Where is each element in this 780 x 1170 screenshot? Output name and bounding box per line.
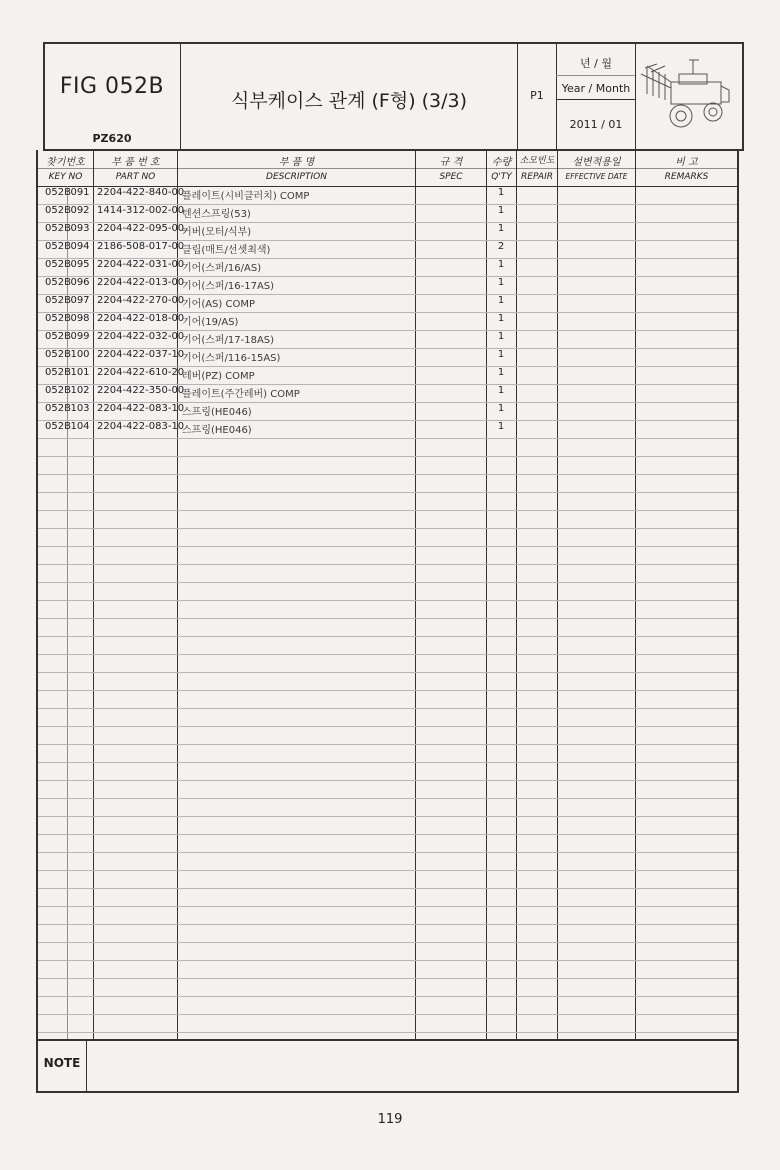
table-bottom-border [36,1039,739,1041]
part-number-cell: 2204-422-032-00 [97,331,185,342]
row-rule [38,744,737,745]
row-rule [38,996,737,997]
part-number-cell: 2204-422-083-10 [97,421,185,432]
row-rule [38,564,737,565]
sequence-number-cell: 091 [70,187,90,198]
table-row [0,420,780,438]
figure-number: FIG 052B [59,74,165,99]
key-number-cell: 052B [45,421,71,432]
sequence-number-cell: 096 [70,277,90,288]
quantity-cell: 2 [497,241,505,252]
column-header-mid-line [37,168,737,169]
description-cell: 플레이트(시비클러치) COMP [182,191,310,202]
row-rule [38,924,737,925]
row-rule [38,492,737,493]
row-rule [38,528,737,529]
part-number-cell: 2204-422-270-00 [97,295,185,306]
table-row [0,402,780,420]
row-rule [38,816,737,817]
col-header-desc-kr: 부 품 명 [278,157,315,168]
header-divider [635,42,636,150]
key-number-cell: 052B [45,313,71,324]
row-rule [38,762,737,763]
key-number-cell: 052B [45,367,71,378]
row-rule [38,870,737,871]
sequence-number-cell: 099 [70,331,90,342]
row-rule [38,456,737,457]
table-row [0,366,780,384]
row-rule [38,852,737,853]
table-row [0,204,780,222]
sequence-number-cell: 094 [70,241,90,252]
col-header-part-kr: 부 품 번 호 [111,157,160,168]
page-title: 식부케이스 관계 (F형) (3/3) [230,90,468,112]
model-name: PZ620 [92,132,132,145]
row-rule [38,1032,737,1033]
row-rule [38,636,737,637]
row-rule [38,834,737,835]
col-header-repair-en: REPAIR [521,172,553,182]
description-cell: 기어(스퍼/16/AS) [182,263,262,274]
description-cell: 기어(스퍼/16-17AS) [182,281,275,292]
note-box-bottom [36,1091,739,1093]
quantity-cell: 1 [497,403,505,414]
part-number-cell: 2204-422-350-00 [97,385,185,396]
ym-divider [556,99,635,100]
table-row [0,240,780,258]
table-row [0,312,780,330]
description-cell: 기어(스퍼/17-18AS) [182,335,275,346]
description-cell: 기어(AS) COMP [182,299,256,310]
row-rule [38,780,737,781]
sequence-number-cell: 097 [70,295,90,306]
year-month-value: 2011 / 01 [569,118,623,131]
row-rule [38,546,737,547]
table-row [0,186,780,204]
row-rule [38,474,737,475]
quantity-cell: 1 [497,313,505,324]
part-number-cell: 2186-508-017-00 [97,241,185,252]
header-top-border [43,42,744,44]
row-rule [38,618,737,619]
row-rule [38,906,737,907]
sequence-number-cell: 104 [70,421,90,432]
col-header-effective-en: EFFECTIVE DATE [565,172,628,181]
table-row [0,348,780,366]
part-number-cell: 2204-422-095-00 [97,223,185,234]
row-rule [38,960,737,961]
quantity-cell: 1 [497,385,505,396]
key-number-cell: 052B [45,403,71,414]
row-rule [38,672,737,673]
key-number-cell: 052B [45,277,71,288]
row-rule [38,1014,737,1015]
sequence-number-cell: 103 [70,403,90,414]
row-rule [38,942,737,943]
part-number-cell: 2204-422-610-20 [97,367,185,378]
description-cell: 기어(스퍼/116-15AS) [182,353,281,364]
quantity-cell: 1 [497,367,505,378]
quantity-cell: 1 [497,349,505,360]
part-number-cell: 2204-422-083-10 [97,403,185,414]
col-header-remarks-kr: 비 고 [675,157,698,168]
note-box-divider [86,1040,87,1092]
col-header-qty-en: Q'TY [491,172,512,182]
part-number-cell: 1414-312-002-00 [97,205,185,216]
row-rule [38,978,737,979]
sequence-number-cell: 092 [70,205,90,216]
note-box-right [737,1040,739,1092]
quantity-cell: 1 [497,259,505,270]
table-row [0,330,780,348]
note-label: NOTE [43,1056,81,1070]
row-rule [38,582,737,583]
key-number-cell: 052B [45,331,71,342]
year-month-label-en: Year / Month [561,82,631,95]
row-rule [38,708,737,709]
col-header-remarks-en: REMARKS [664,172,709,182]
key-number-cell: 052B [45,205,71,216]
key-number-cell: 052B [45,385,71,396]
header-right-border [742,42,744,150]
description-cell: 클립(매트/선셋최색) [182,245,271,256]
col-header-effective-kr: 설변적용일 [572,157,621,168]
col-header-key-en: KEY NO [48,172,83,182]
part-number-cell: 2204-422-840-00 [97,187,185,198]
sequence-number-cell: 101 [70,367,90,378]
table-row [0,384,780,402]
key-number-cell: 052B [45,187,71,198]
description-cell: 플레이트(주간레버) COMP [182,389,300,400]
year-month-label-kr: 년 / 월 [580,57,612,70]
quantity-cell: 1 [497,187,505,198]
row-rule [38,600,737,601]
row-rule [38,510,737,511]
table-row [0,222,780,240]
sequence-number-cell: 095 [70,259,90,270]
table-row [0,294,780,312]
col-header-qty-kr: 수량 [491,157,512,168]
key-number-cell: 052B [45,223,71,234]
quantity-cell: 1 [497,295,505,306]
sequence-number-cell: 093 [70,223,90,234]
sequence-number-cell: 100 [70,349,90,360]
key-number-cell: 052B [45,295,71,306]
row-rule [38,438,737,439]
part-number-cell: 2204-422-013-00 [97,277,185,288]
part-number-cell: 2204-422-037-10 [97,349,185,360]
col-header-desc-en: DESCRIPTION [266,172,327,182]
row-rule [38,690,737,691]
col-header-spec-en: SPEC [439,172,463,182]
ym-divider [556,75,635,76]
key-number-cell: 052B [45,259,71,270]
rice-transplanter-illustration [637,46,735,150]
description-cell: 기어(19/AS) [182,317,239,328]
quantity-cell: 1 [497,331,505,342]
page-number: 119 [377,1112,403,1127]
sequence-number-cell: 102 [70,385,90,396]
description-cell: 스프링(HE046) [182,407,252,418]
quantity-cell: 1 [497,223,505,234]
quantity-cell: 1 [497,277,505,288]
description-cell: 레버(PZ) COMP [182,371,255,382]
part-number-cell: 2204-422-031-00 [97,259,185,270]
table-row [0,276,780,294]
col-header-repair-kr: 소모빈도 [519,156,555,166]
description-cell: 스프링(HE046) [182,425,252,436]
row-rule [38,798,737,799]
header-divider [180,42,181,150]
col-header-spec-kr: 규 격 [439,157,463,168]
col-header-part-en: PART NO [115,172,156,182]
quantity-cell: 1 [497,421,505,432]
row-rule [38,888,737,889]
description-cell: 텐션스프링(53) [182,209,251,220]
row-rule [38,654,737,655]
col-header-key-kr: 찾기번호 [46,157,85,168]
key-number-cell: 052B [45,241,71,252]
key-number-cell: 052B [45,349,71,360]
part-number-cell: 2204-422-018-00 [97,313,185,324]
page-code: P1 [530,89,544,102]
row-rule [38,726,737,727]
sequence-number-cell: 098 [70,313,90,324]
description-cell: 커버(모터/식부) [182,227,252,238]
table-row [0,258,780,276]
quantity-cell: 1 [497,205,505,216]
